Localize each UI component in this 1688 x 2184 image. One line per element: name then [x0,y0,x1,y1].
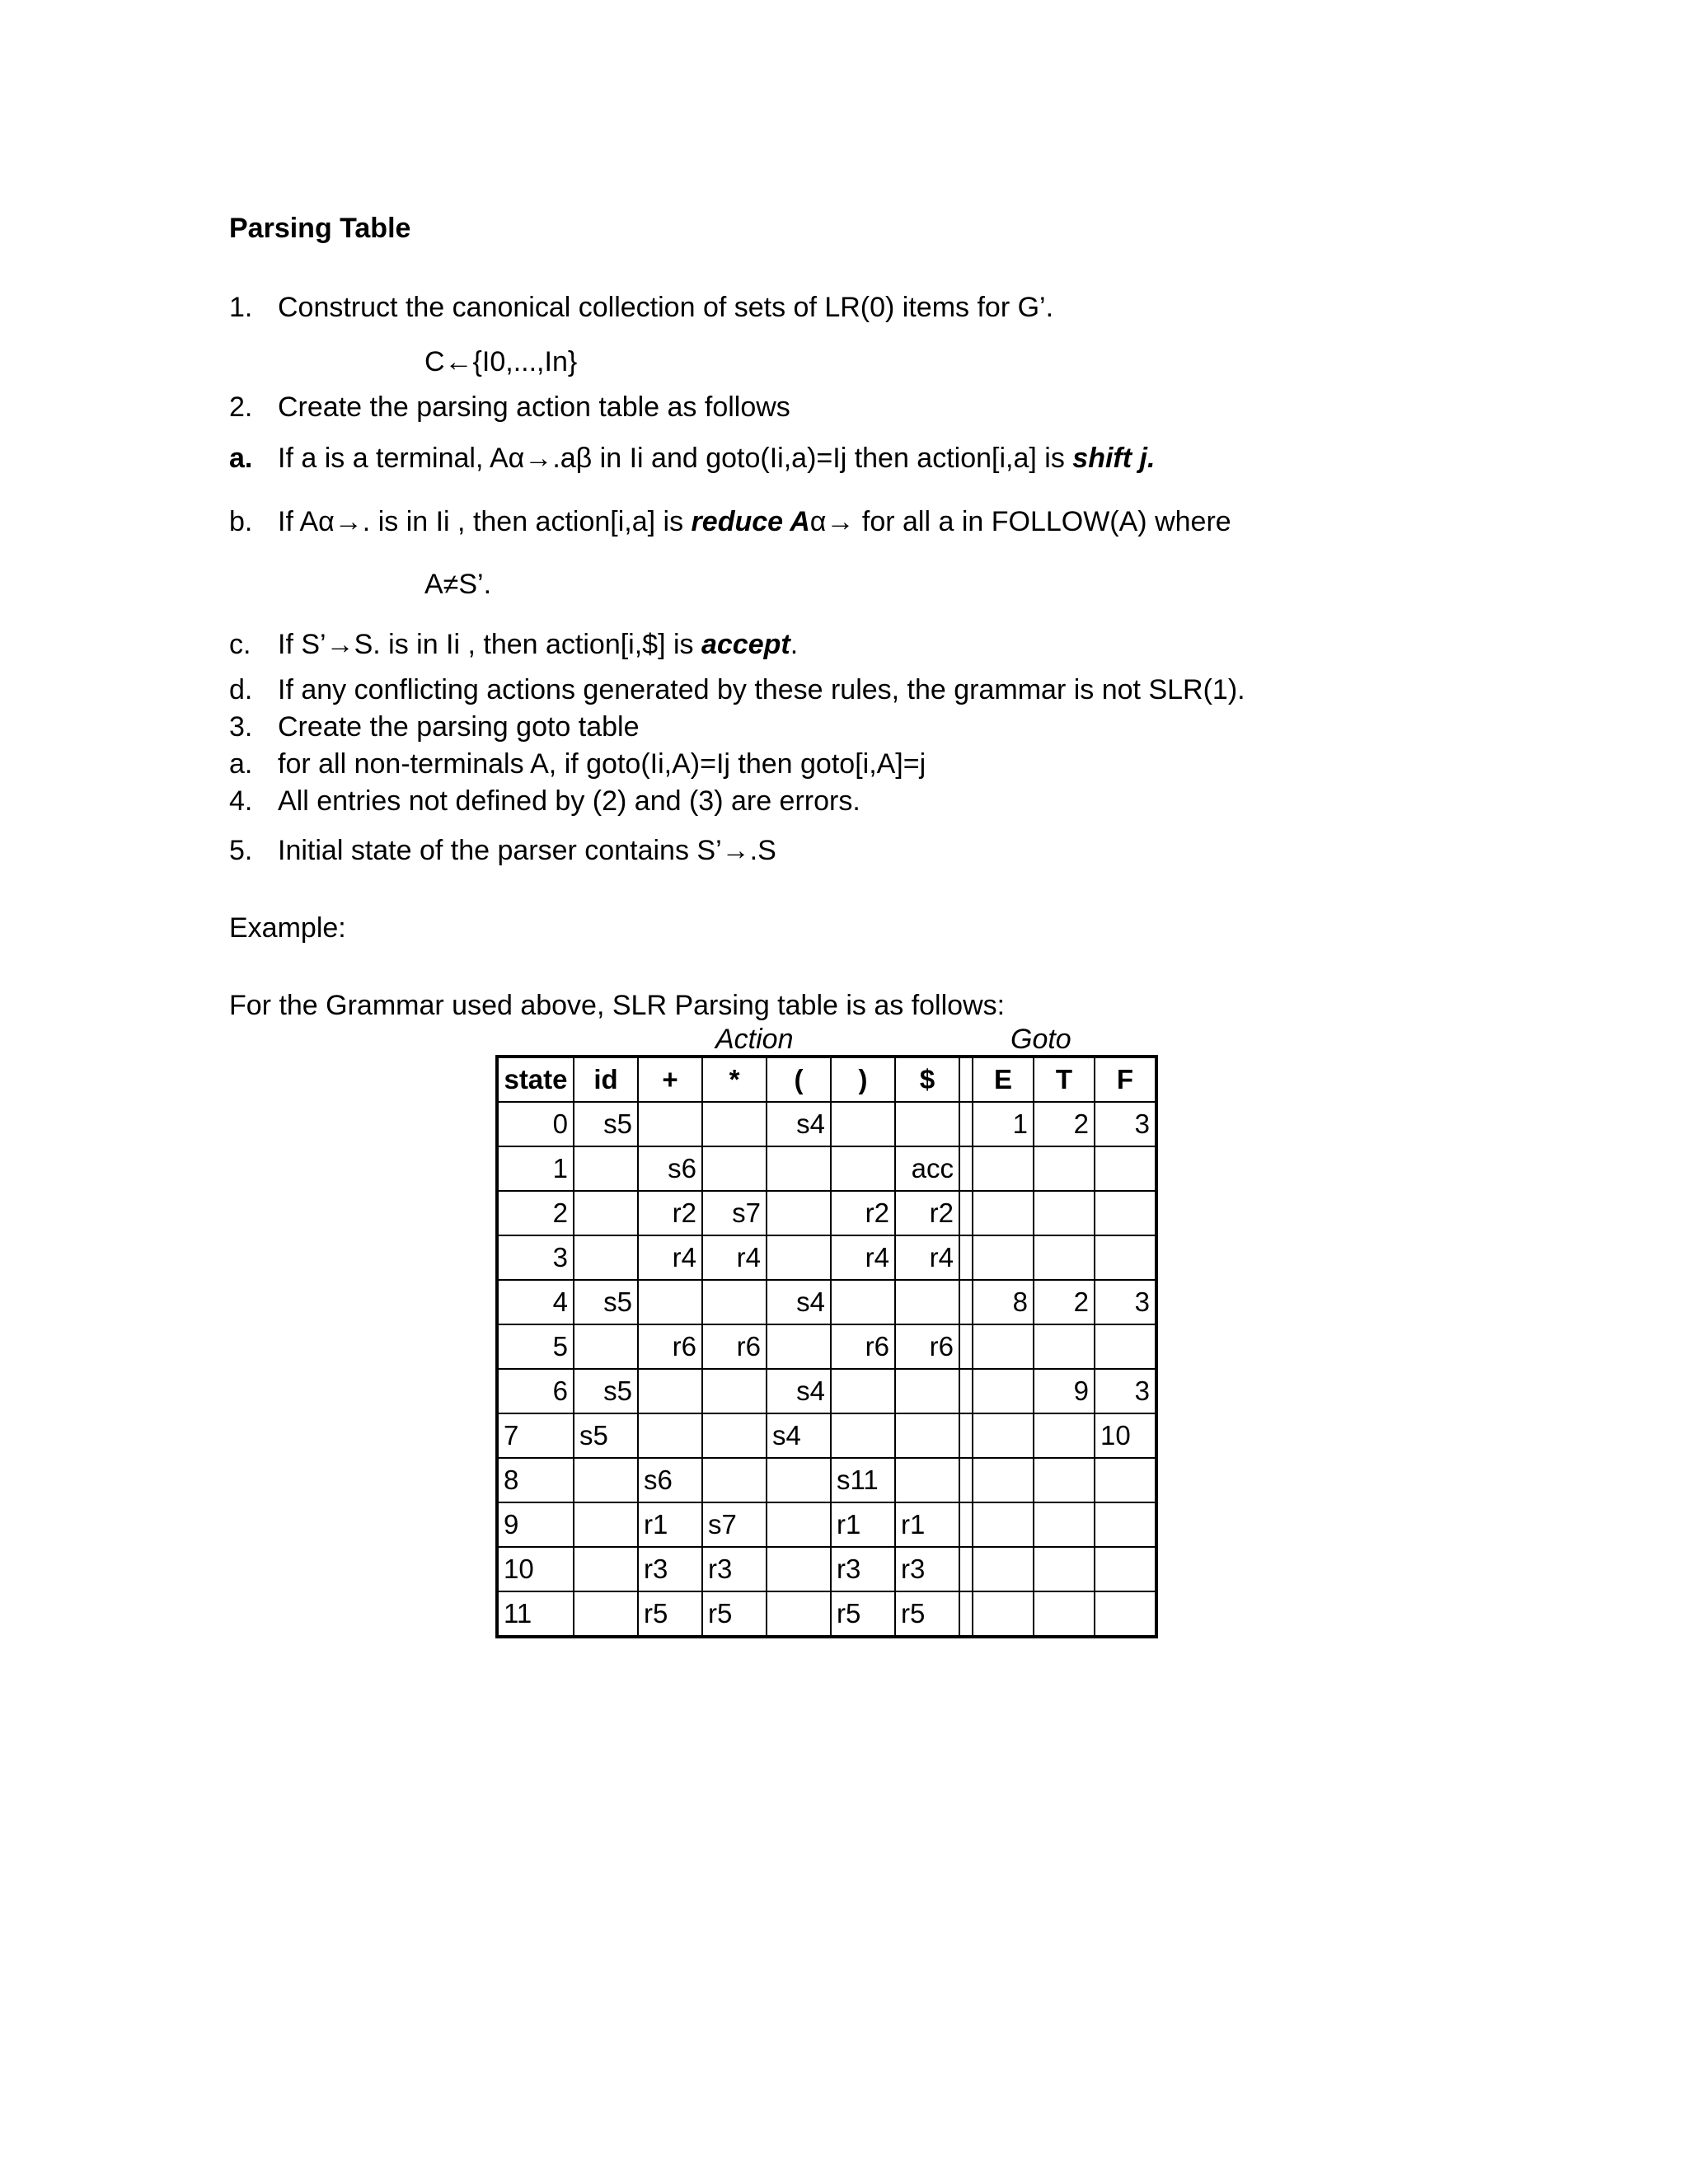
cell-dollar [895,1369,959,1413]
column-separator [959,1146,973,1191]
cell-dollar [895,1280,959,1324]
cell-F [1095,1235,1156,1280]
goto-caption: Goto [1010,1024,1071,1055]
cell-lparen [767,1591,831,1637]
cell-id [574,1235,638,1280]
cell-T [1034,1591,1095,1637]
cell-T [1034,1413,1095,1458]
col-header-state: state [497,1057,574,1102]
cell-star: r4 [702,1235,767,1280]
step-text: Initial state of the parser contains S’→.S [278,835,776,866]
reduce-term: reduce A [691,506,810,537]
cell-state: 2 [497,1191,574,1235]
cell-plus: r6 [638,1324,702,1369]
table-row [497,1547,1156,1591]
step-number: 1. [229,292,253,323]
cell-F: 3 [1095,1369,1156,1413]
cell-E [973,1191,1034,1235]
step-number: 3. [229,711,253,743]
cell-dollar [895,1102,959,1146]
cell-rparen: r5 [831,1591,895,1637]
cell-dollar: r4 [895,1235,959,1280]
cell-E: 8 [973,1280,1034,1324]
table-row [497,1502,1156,1547]
step-text: If Aα→. is in Ii , then action[i,a] is reduce Aα→ for all a in FOLLOW(A) where [278,506,1231,537]
cell-dollar: r3 [895,1547,959,1591]
cell-star: r3 [702,1547,767,1591]
column-separator [959,1458,973,1502]
column-separator [959,1547,973,1591]
cell-E [973,1146,1034,1191]
column-separator [959,1591,973,1637]
cell-state: 10 [497,1547,574,1591]
cell-state: 11 [497,1591,574,1637]
cell-id: s5 [574,1413,638,1458]
cell-E [973,1413,1034,1458]
cell-id [574,1547,638,1591]
col-header-star: * [702,1057,767,1102]
cell-state: 9 [497,1502,574,1547]
step-text: If a is a terminal, Aα→.aβ in Ii and goto(Ii,a)=Ij then action[i,a] is shift j. [278,443,1156,474]
table-header-row [497,1057,1156,1102]
cell-plus: s6 [638,1458,702,1502]
cell-id: s5 [574,1280,638,1324]
cell-rparen [831,1413,895,1458]
table-intro: For the Grammar used above, SLR Parsing table is as follows: [229,990,1006,1021]
cell-star [702,1102,767,1146]
cell-state: 3 [497,1235,574,1280]
cell-T [1034,1547,1095,1591]
cell-T [1034,1235,1095,1280]
cell-T [1034,1502,1095,1547]
action-caption: Action [715,1024,794,1055]
cell-T [1034,1191,1095,1235]
cell-state: 1 [497,1146,574,1191]
cell-plus [638,1369,702,1413]
step-text: If any conflicting actions generated by these rules, the grammar is not SLR(1). [278,674,1245,705]
cell-plus [638,1413,702,1458]
cell-E [973,1369,1034,1413]
cell-plus: r4 [638,1235,702,1280]
table-row [497,1324,1156,1369]
cell-lparen [767,1235,831,1280]
step-number: 4. [229,785,253,817]
table-row [497,1280,1156,1324]
step-letter: a. [229,443,253,474]
cell-id [574,1458,638,1502]
step-letter: d. [229,674,253,705]
cell-id [574,1146,638,1191]
cell-rparen: r6 [831,1324,895,1369]
column-separator [959,1057,973,1102]
cell-state: 8 [497,1458,574,1502]
condition-formula: A≠S’. [424,569,492,600]
cell-T: 9 [1034,1369,1095,1413]
cell-rparen [831,1369,895,1413]
cell-T: 2 [1034,1102,1095,1146]
cell-F: 10 [1095,1413,1156,1458]
shift-term: shift j. [1072,443,1156,474]
cell-plus: r1 [638,1502,702,1547]
col-header-T: T [1034,1057,1095,1102]
cell-F [1095,1324,1156,1369]
cell-id: s5 [574,1102,638,1146]
cell-E [973,1591,1034,1637]
cell-star: s7 [702,1191,767,1235]
column-separator [959,1324,973,1369]
step-number: 2. [229,391,253,423]
cell-id: s5 [574,1369,638,1413]
col-header-E: E [973,1057,1034,1102]
cell-plus: r3 [638,1547,702,1591]
cell-E: 1 [973,1102,1034,1146]
table-row [497,1191,1156,1235]
cell-dollar: r2 [895,1191,959,1235]
cell-state: 0 [497,1102,574,1146]
step-text: Create the parsing action table as follows [278,391,790,423]
step-text: Construct the canonical collection of sets of LR(0) items for G’. [278,292,1054,323]
cell-plus [638,1280,702,1324]
table-body [497,1102,1156,1637]
cell-rparen: s11 [831,1458,895,1502]
cell-T [1034,1324,1095,1369]
cell-F: 3 [1095,1102,1156,1146]
cell-E [973,1235,1034,1280]
cell-F [1095,1502,1156,1547]
cell-lparen: s4 [767,1369,831,1413]
cell-star: r5 [702,1591,767,1637]
cell-lparen [767,1458,831,1502]
table-row [497,1591,1156,1637]
column-separator [959,1235,973,1280]
cell-rparen [831,1102,895,1146]
cell-rparen: r3 [831,1547,895,1591]
cell-star: s7 [702,1502,767,1547]
table-row [497,1369,1156,1413]
page-title: Parsing Table [229,213,411,244]
column-separator [959,1369,973,1413]
col-header-plus: + [638,1057,702,1102]
cell-lparen [767,1146,831,1191]
cell-star [702,1413,767,1458]
cell-E [973,1324,1034,1369]
cell-lparen [767,1502,831,1547]
cell-plus: r2 [638,1191,702,1235]
col-header-id: id [574,1057,638,1102]
cell-id [574,1591,638,1637]
cell-E [973,1502,1034,1547]
example-label: Example: [229,912,346,944]
cell-id [574,1502,638,1547]
column-separator [959,1102,973,1146]
cell-F [1095,1146,1156,1191]
cell-dollar: acc [895,1146,959,1191]
col-header-F: F [1095,1057,1156,1102]
column-separator [959,1413,973,1458]
table-row [497,1458,1156,1502]
cell-star [702,1280,767,1324]
cell-lparen [767,1324,831,1369]
step-letter: c. [229,629,251,660]
cell-dollar: r6 [895,1324,959,1369]
cell-rparen: r2 [831,1191,895,1235]
col-header-lparen: ( [767,1057,831,1102]
accept-term: accept [701,629,790,660]
cell-lparen: s4 [767,1280,831,1324]
cell-rparen: r4 [831,1235,895,1280]
cell-dollar [895,1413,959,1458]
table-row [497,1146,1156,1191]
cell-F [1095,1591,1156,1637]
cell-E [973,1458,1034,1502]
cell-state: 6 [497,1369,574,1413]
cell-rparen [831,1280,895,1324]
cell-state: 5 [497,1324,574,1369]
column-separator [959,1502,973,1547]
cell-plus: s6 [638,1146,702,1191]
cell-star [702,1369,767,1413]
cell-plus [638,1102,702,1146]
cell-dollar: r5 [895,1591,959,1637]
column-separator [959,1191,973,1235]
cell-star: r6 [702,1324,767,1369]
step-text: All entries not defined by (2) and (3) are errors. [278,785,860,817]
step-letter: b. [229,506,253,537]
cell-dollar [895,1458,959,1502]
cell-F [1095,1191,1156,1235]
step-text: If S’→S. is in Ii , then action[i,$] is accept. [278,629,799,660]
cell-T [1034,1146,1095,1191]
table-row [497,1102,1156,1146]
table-row [497,1235,1156,1280]
cell-T: 2 [1034,1280,1095,1324]
collection-formula: C←{I0,...,In} [424,346,578,377]
cell-F [1095,1458,1156,1502]
col-header-dollar: $ [895,1057,959,1102]
step-text: Create the parsing goto table [278,711,640,743]
cell-dollar: r1 [895,1502,959,1547]
cell-E [973,1547,1034,1591]
cell-star [702,1458,767,1502]
cell-state: 7 [497,1413,574,1458]
cell-lparen [767,1191,831,1235]
table-row [497,1413,1156,1458]
cell-star [702,1146,767,1191]
cell-rparen [831,1146,895,1191]
cell-lparen: s4 [767,1413,831,1458]
step-text: for all non-terminals A, if goto(Ii,A)=Ij then goto[i,A]=j [278,748,926,780]
cell-F: 3 [1095,1280,1156,1324]
cell-lparen: s4 [767,1102,831,1146]
cell-state: 4 [497,1280,574,1324]
column-separator [959,1280,973,1324]
cell-id [574,1191,638,1235]
cell-plus: r5 [638,1591,702,1637]
cell-F [1095,1547,1156,1591]
cell-id [574,1324,638,1369]
slr-parsing-table [495,1055,1158,1638]
step-letter: a. [229,748,253,780]
step-number: 5. [229,835,253,866]
cell-rparen: r1 [831,1502,895,1547]
cell-T [1034,1458,1095,1502]
col-header-rparen: ) [831,1057,895,1102]
cell-lparen [767,1547,831,1591]
